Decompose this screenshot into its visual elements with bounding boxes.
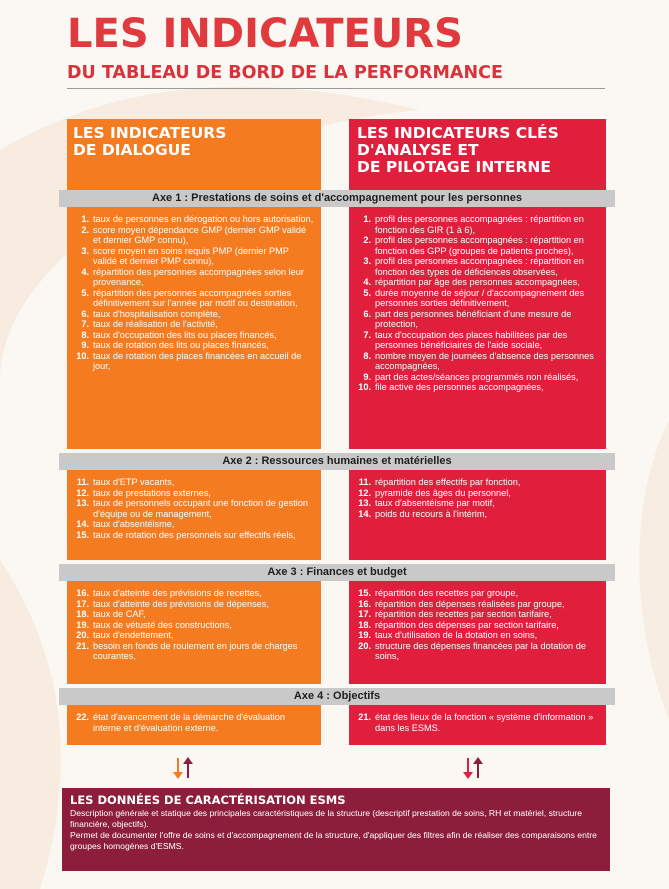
axis-2-dialogue-block <box>67 470 321 560</box>
item-number: 5. <box>81 287 89 298</box>
item-text: pyramide des âges du personnel, <box>375 487 511 498</box>
list-item <box>353 509 600 520</box>
item-text: taux d'occupation des places habilitées par des personnes bénéficiaires de l'aide sociale, <box>375 329 568 350</box>
item-number: 1. <box>363 214 371 224</box>
list-item <box>71 246 315 267</box>
list-item <box>353 277 600 288</box>
list-item <box>353 309 600 330</box>
list-item <box>353 214 600 235</box>
list-item <box>71 620 315 631</box>
list-item <box>71 488 315 499</box>
item-number: 4. <box>363 277 371 287</box>
esms-data-title: LES DONNÉES DE CARACTÉRISATION ESMS <box>70 793 346 807</box>
item-number: 3. <box>81 245 89 256</box>
analyse-arrows-icon <box>461 756 487 780</box>
item-number: 21. <box>358 712 371 722</box>
item-text: répartition des recettes par groupe, <box>375 588 518 598</box>
axis-3-dialogue-block <box>67 581 321 684</box>
dialogue-title-line: LES INDICATEURS <box>73 124 227 142</box>
list-item <box>71 319 315 330</box>
axis-4-bar: Axe 4 : Objectifs <box>59 688 615 705</box>
item-number: 4. <box>81 266 89 277</box>
item-text: score moyen en soins requis PMP (dernier PMP validé et dernier PMP connu), <box>93 245 289 266</box>
item-number: 16. <box>76 588 89 598</box>
axis-1-dialogue-block <box>67 207 321 449</box>
item-number: 15. <box>76 529 89 540</box>
item-number: 8. <box>81 329 89 340</box>
item-text: besoin en fonds de roulement en jours de charges courantes, <box>93 640 298 661</box>
list-item <box>353 288 600 309</box>
item-number: 7. <box>81 319 89 329</box>
item-text: part des actes/séances programmés non réalisés, <box>375 371 579 382</box>
item-number: 13. <box>76 498 89 508</box>
item-text: répartition par âge des personnes accompagnées, <box>375 277 580 287</box>
item-text: file active des personnes accompagnées, <box>375 382 544 392</box>
axis-1-analyse-block <box>349 207 606 449</box>
item-text: répartition des recettes par section tarifaire, <box>375 609 552 619</box>
list-item <box>71 214 315 225</box>
item-text: taux de prestations externes, <box>93 487 211 498</box>
item-text: taux d'absentéisme par motif, <box>375 498 495 508</box>
item-number: 12. <box>76 487 89 498</box>
list-item <box>71 609 315 620</box>
item-number: 17. <box>358 609 371 619</box>
item-number: 21. <box>76 640 89 651</box>
list-item <box>353 588 600 599</box>
item-text: taux de personnels occupant une fonction de gestion d'équipe ou de management, <box>93 498 309 519</box>
axis-2-dialogue-list <box>67 470 321 540</box>
list-item <box>353 235 600 256</box>
item-text: taux de CAF, <box>93 609 146 619</box>
list-item <box>71 309 315 320</box>
item-text: taux d'atteinte des prévisions de recettes, <box>93 588 262 598</box>
item-text: répartition des dépenses réalisées par groupe, <box>375 598 565 609</box>
item-number: 2. <box>81 224 89 235</box>
list-item <box>353 620 600 631</box>
page-title: LES INDICATEURS <box>67 11 463 57</box>
analyse-title-line: D'ANALYSE ET <box>357 141 479 159</box>
list-item <box>353 382 600 393</box>
list-item <box>71 477 315 488</box>
list-item <box>71 330 315 341</box>
list-item <box>71 519 315 530</box>
item-text: état des lieux de la fonction « système d'information » dans les ESMS. <box>375 712 594 733</box>
item-number: 19. <box>358 630 371 640</box>
item-text: profil des personnes accompagnées : répartition en fonction des GPP (groupes de patients proches), <box>375 235 584 256</box>
list-item <box>353 256 600 277</box>
list-item <box>353 599 600 610</box>
item-text: taux d'utilisation de la dotation en soins, <box>375 630 538 640</box>
item-number: 3. <box>363 256 371 266</box>
item-text: taux de réalisation de l'activité, <box>93 319 218 329</box>
axis-2-bar: Axe 2 : Ressources humaines et matérielles <box>59 453 615 470</box>
list-item <box>71 641 315 662</box>
item-number: 12. <box>358 487 371 498</box>
item-number: 14. <box>76 519 89 529</box>
item-number: 16. <box>358 598 371 609</box>
axis-3-analyse-block <box>349 581 606 684</box>
item-number: 22. <box>76 712 89 722</box>
list-item <box>353 630 600 641</box>
list-item <box>353 330 600 351</box>
esms-data-description: Description générale et statique des principales caractéristiques de la structure (descriptif prestation de soins, RH et matériel, structure financière, objectifs). <box>70 808 583 829</box>
item-number: 18. <box>76 609 89 619</box>
dialogue-arrows-icon <box>171 756 197 780</box>
axis-2-analyse-list <box>349 470 606 519</box>
item-number: 19. <box>76 619 89 630</box>
item-number: 2. <box>363 235 371 245</box>
list-item <box>353 477 600 488</box>
axis-1-dialogue-list <box>67 207 321 372</box>
list-item <box>71 712 315 733</box>
item-number: 7. <box>363 329 371 340</box>
item-text: taux de personnes en dérogation ou hors autorisation, <box>93 214 314 224</box>
esms-data-purpose: Permet de documenter l'offre de soins et d'accompagnement de la structure, d'appliquer des filtres afin de réaliser des comparaisons entre groupes homogènes d'ESMS. <box>70 830 597 851</box>
dialogue-column-header <box>67 119 321 190</box>
item-text: profil des personnes accompagnées : répartition en fonction des types de déficiences observées, <box>375 256 584 277</box>
dialogue-title-line: DE DIALOGUE <box>73 141 191 159</box>
list-item <box>71 225 315 246</box>
page-subtitle: DU TABLEAU DE BORD DE LA PERFORMANCE <box>67 63 503 83</box>
list-item <box>71 630 315 641</box>
item-text: taux de vétusté des constructions, <box>93 619 232 630</box>
item-text: taux de rotation des places financées en accueil de jour, <box>93 350 302 371</box>
axis-4-analyse-list <box>349 705 606 733</box>
item-number: 6. <box>363 308 371 319</box>
item-text: score moyen dépendance GMP (dernier GMP validé et dernier GMP connu), <box>93 224 307 245</box>
axis-2-analyse-block <box>349 470 606 560</box>
item-number: 11. <box>76 477 89 487</box>
list-item <box>71 498 315 519</box>
item-text: taux de rotation des personnels sur effectifs réels, <box>93 529 296 540</box>
axis-3-bar: Axe 3 : Finances et budget <box>59 564 615 581</box>
item-text: part des personnes bénéficiant d'une mesure de protection, <box>375 308 572 329</box>
list-item <box>353 712 600 733</box>
item-number: 9. <box>81 340 89 350</box>
item-text: taux d'occupation des lits ou places financés, <box>93 329 277 340</box>
item-text: répartition des personnes accompagnées selon leur provenance, <box>93 266 304 287</box>
item-number: 14. <box>358 508 371 519</box>
analyse-title-line: LES INDICATEURS CLÉS <box>357 124 559 142</box>
list-item <box>71 351 315 372</box>
item-text: taux de rotation des lits ou places financés, <box>93 340 269 350</box>
item-number: 10. <box>358 382 371 392</box>
item-text: structure des dépenses financées par la dotation de soins, <box>375 640 586 661</box>
item-text: taux d'endettement, <box>93 630 174 640</box>
item-text: durée moyenne de séjour / d'accompagnement des personnes sorties définitivement, <box>375 287 585 308</box>
list-item <box>353 488 600 499</box>
list-item <box>71 288 315 309</box>
list-item <box>71 588 315 599</box>
item-text: nombre moyen de journées d'absence des personnes accompagnées, <box>375 350 594 371</box>
list-item <box>71 599 315 610</box>
item-text: taux d'hospitalisation complète, <box>93 308 221 319</box>
axis-4-analyse-block <box>349 705 606 745</box>
analyse-title-line: DE PILOTAGE INTERNE <box>357 158 551 176</box>
list-item <box>353 498 600 509</box>
item-text: répartition des personnes accompagnées sorties définitivement sur l'année par motif ou destination, <box>93 287 298 308</box>
item-number: 9. <box>363 371 371 382</box>
item-number: 18. <box>358 619 371 630</box>
item-number: 8. <box>363 350 371 361</box>
item-text: poids du recours à l'intérim, <box>375 508 488 519</box>
item-number: 11. <box>358 477 371 487</box>
item-text: taux d'absentéisme, <box>93 519 175 529</box>
item-number: 17. <box>76 598 89 609</box>
item-text: répartition des effectifs par fonction, <box>375 477 521 487</box>
item-text: taux d'atteinte des prévisions de dépenses, <box>93 598 269 609</box>
list-item <box>71 530 315 541</box>
esms-data-box <box>62 788 610 871</box>
axis-3-dialogue-list <box>67 581 321 662</box>
list-item <box>71 267 315 288</box>
item-number: 20. <box>76 630 89 640</box>
list-item <box>71 340 315 351</box>
list-item <box>353 641 600 662</box>
list-item <box>353 609 600 620</box>
axis-4-dialogue-list <box>67 705 321 733</box>
analyse-column-header <box>349 119 606 190</box>
axis-4-dialogue-block <box>67 705 321 745</box>
axis-3-analyse-list <box>349 581 606 662</box>
item-text: profil des personnes accompagnées : répartition en fonction des GIR (1 à 6), <box>375 214 584 235</box>
dialogue-column-title <box>67 119 321 159</box>
item-number: 10. <box>76 350 89 361</box>
item-text: taux d'ETP vacants, <box>93 477 175 487</box>
analyse-column-title <box>349 119 606 176</box>
title-divider <box>67 88 605 89</box>
item-number: 20. <box>358 640 371 651</box>
axis-1-analyse-list <box>349 207 606 393</box>
list-item <box>353 372 600 383</box>
item-number: 1. <box>81 214 89 224</box>
item-number: 6. <box>81 308 89 319</box>
item-text: état d'avancement de la démarche d'évaluation interne et d'évaluation externe. <box>93 712 285 733</box>
item-text: répartition des dépenses par section tarifaire, <box>375 619 559 630</box>
list-item <box>353 351 600 372</box>
axis-1-bar: Axe 1 : Prestations de soins et d'accompagnement pour les personnes <box>59 190 615 207</box>
item-number: 15. <box>358 588 371 598</box>
item-number: 13. <box>358 498 371 508</box>
item-number: 5. <box>363 287 371 298</box>
